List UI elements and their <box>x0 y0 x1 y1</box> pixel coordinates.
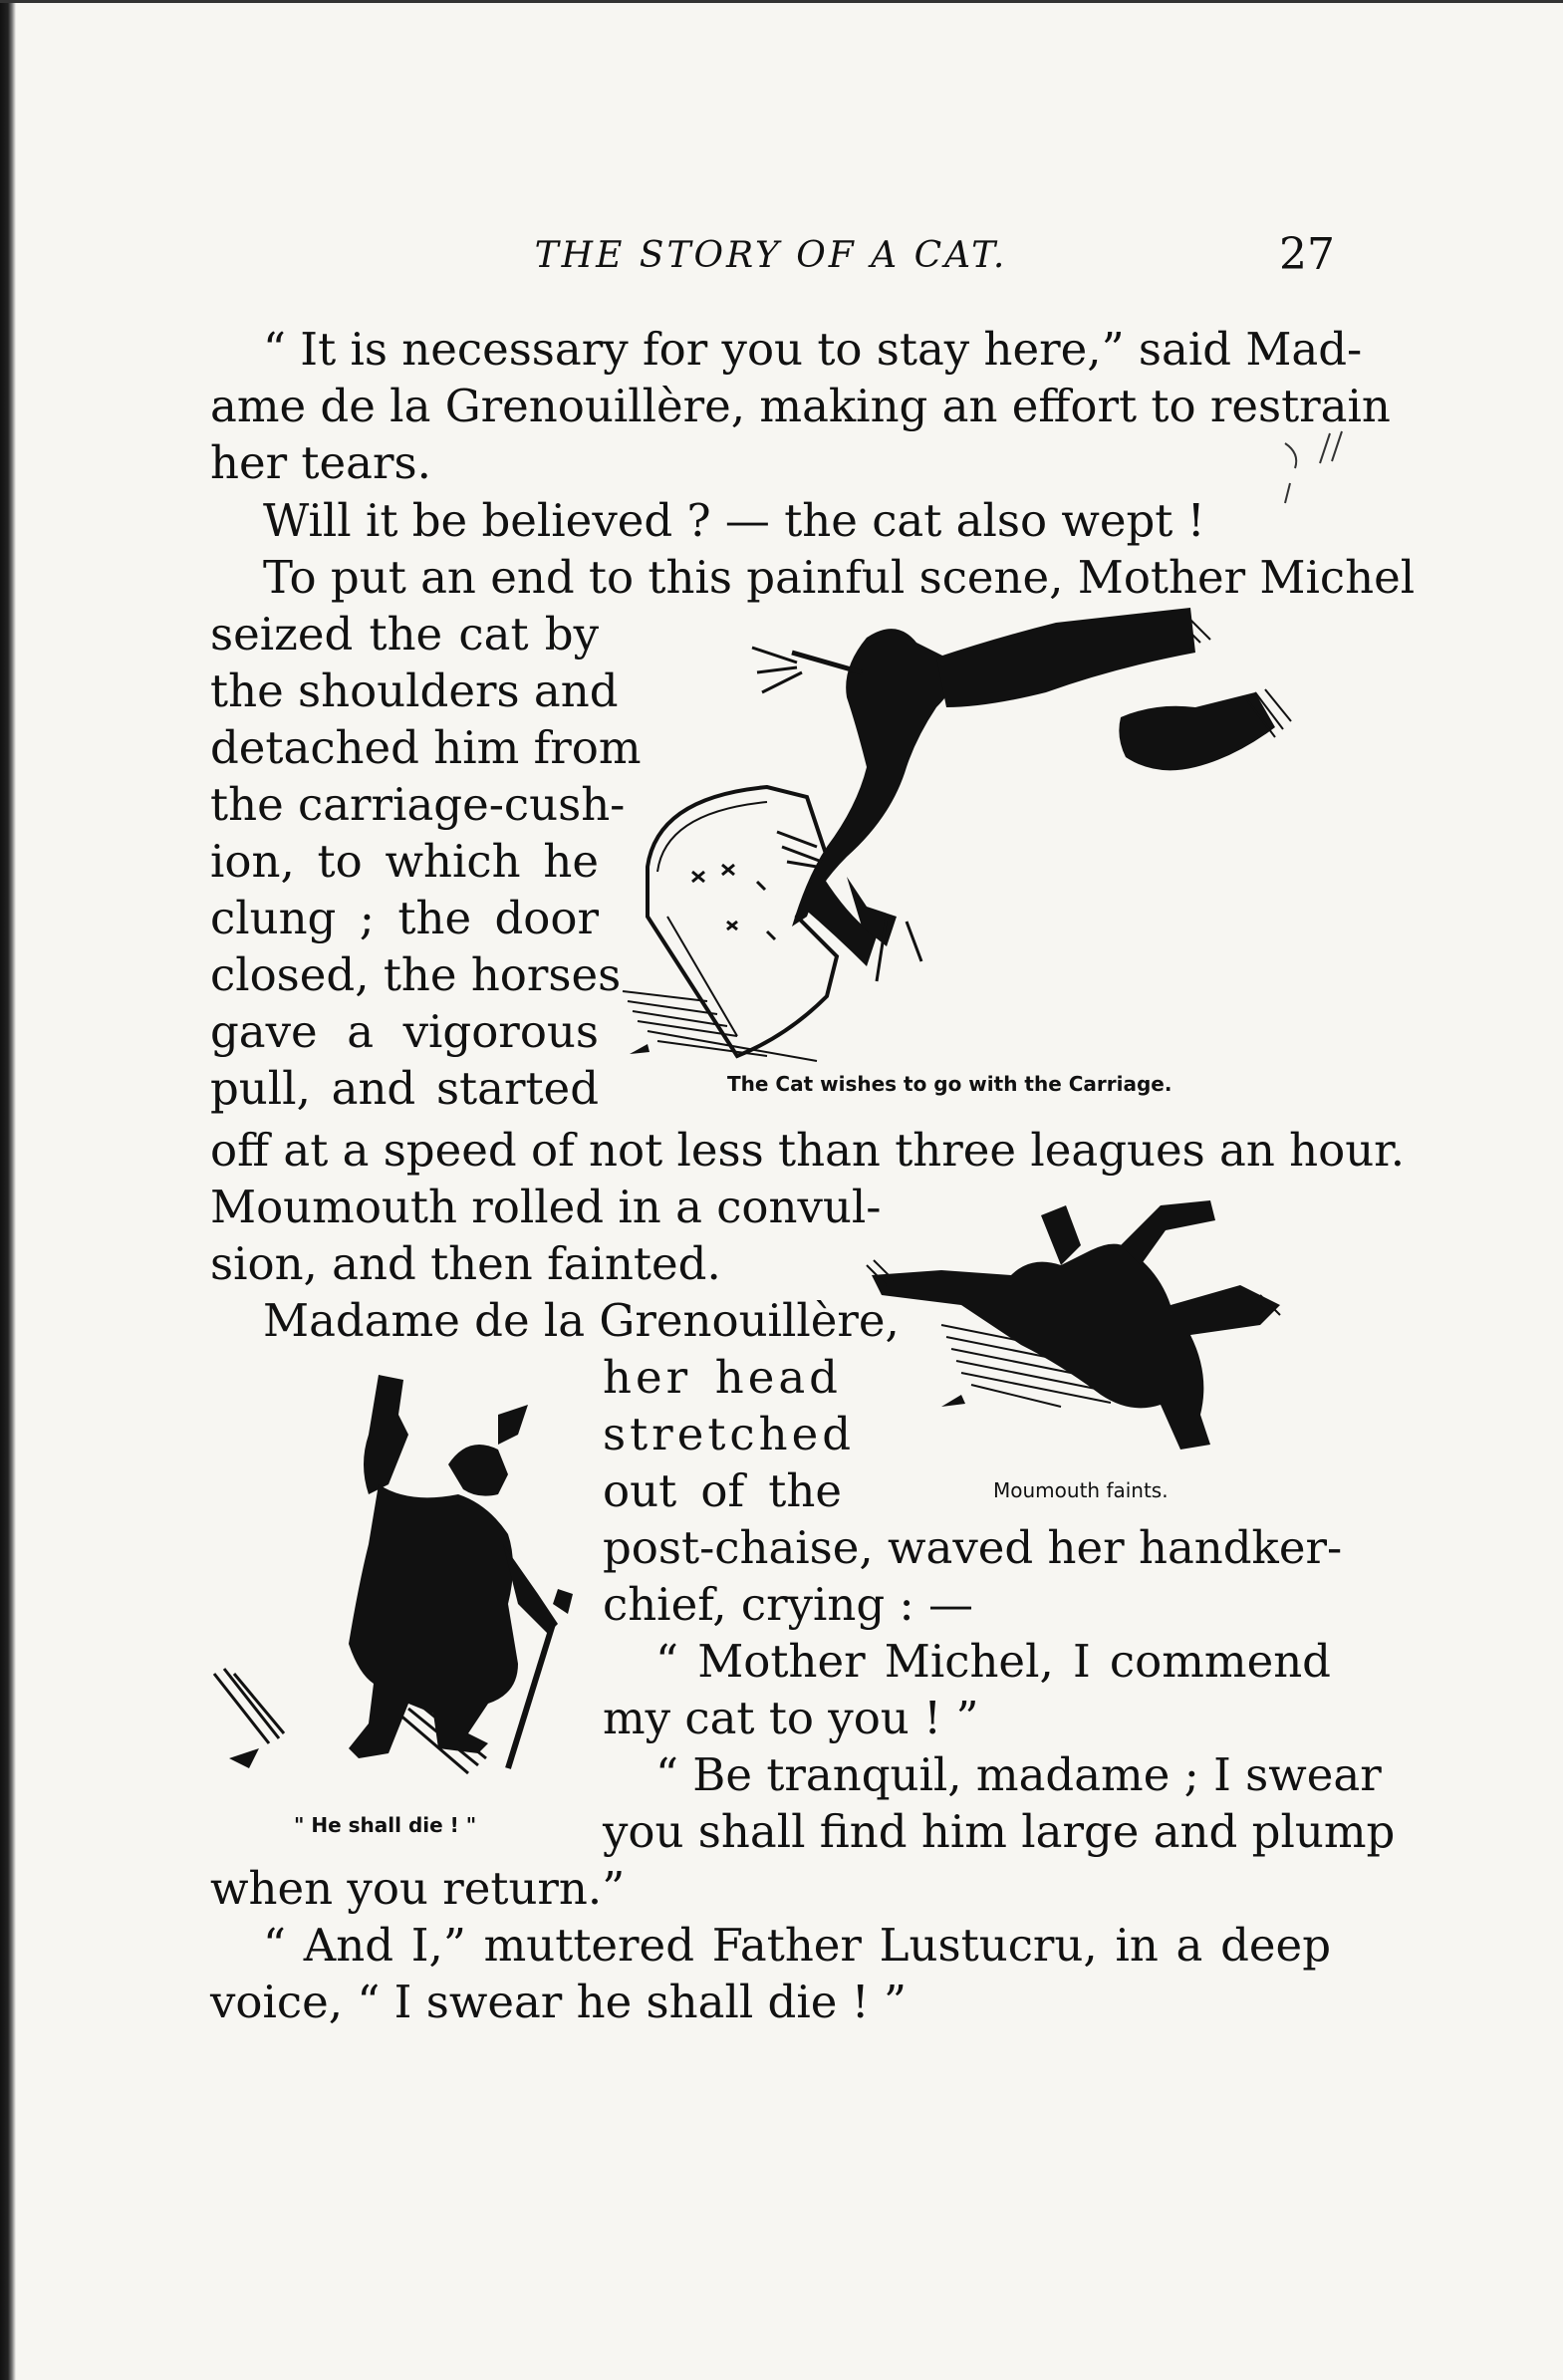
text-line: the shoulders and <box>210 664 619 717</box>
caption-moumouth-faints: Moumouth faints. <box>993 1478 1169 1502</box>
text-line: ion, to which he <box>210 835 599 888</box>
running-title: THE STORY OF A CAT. <box>534 235 1008 276</box>
illustration-moumouth-faints <box>862 1195 1330 1474</box>
text-line: chief, crying : — <box>603 1578 973 1631</box>
book-spine-edge <box>0 0 16 2380</box>
text-line: voice, “ I swear he shall die ! ” <box>210 1976 908 2028</box>
page-top-edge <box>0 0 1563 3</box>
text-line: post-chaise, waved her handker- <box>603 1521 1343 1574</box>
text-line: ame de la Grenouillère, making an effort to restrain <box>210 380 1391 432</box>
text-line: out of the <box>603 1464 842 1517</box>
text-line: sion, and then fainted. <box>210 1237 721 1290</box>
caption-cat-carriage: The Cat wishes to go with the Carriage. <box>727 1072 1172 1096</box>
text-line: gave a vigorous <box>210 1005 599 1058</box>
text-line: closed, the horses <box>210 948 622 1001</box>
text-line: the carriage-cush- <box>210 778 626 831</box>
text-line: stretched <box>603 1408 856 1460</box>
text-line: you shall find him large and plump <box>603 1805 1396 1858</box>
caption-he-shall-die: " He shall die ! " <box>294 1813 477 1837</box>
text-line: detached him from <box>210 721 642 774</box>
text-line: my cat to you ! ” <box>603 1692 979 1744</box>
text-line: To put an end to this painful scene, Mother Michel <box>263 551 1416 604</box>
illustration-cat-and-carriage <box>618 618 1335 1066</box>
text-line: “ It is necessary for you to stay here,” said Mad- <box>263 323 1363 376</box>
illustration-he-shall-die <box>209 1375 598 1803</box>
text-line: off at a speed of not less than three leagues an hour. <box>210 1124 1406 1177</box>
text-line: “ Be tranquil, madame ; I swear <box>655 1748 1382 1801</box>
pencil-mark <box>1280 423 1360 513</box>
text-line: when you return.” <box>210 1862 626 1915</box>
text-line: her head <box>603 1351 842 1404</box>
text-line: clung ; the door <box>210 892 599 944</box>
page-number: 27 <box>1279 229 1335 280</box>
text-line: Will it be believed ? — the cat also wept ! <box>263 494 1205 547</box>
text-line: her tears. <box>210 436 431 489</box>
text-line: pull, and started <box>210 1062 599 1115</box>
text-line: Madame de la Grenouillère, <box>263 1294 900 1347</box>
text-line: seized the cat by <box>210 608 599 661</box>
text-line: Moumouth rolled in a convul- <box>210 1181 882 1233</box>
text-line: “ Mother Michel, I commend <box>655 1635 1331 1688</box>
text-line: “ And I,” muttered Father Lustucru, in a deep <box>263 1919 1331 1972</box>
